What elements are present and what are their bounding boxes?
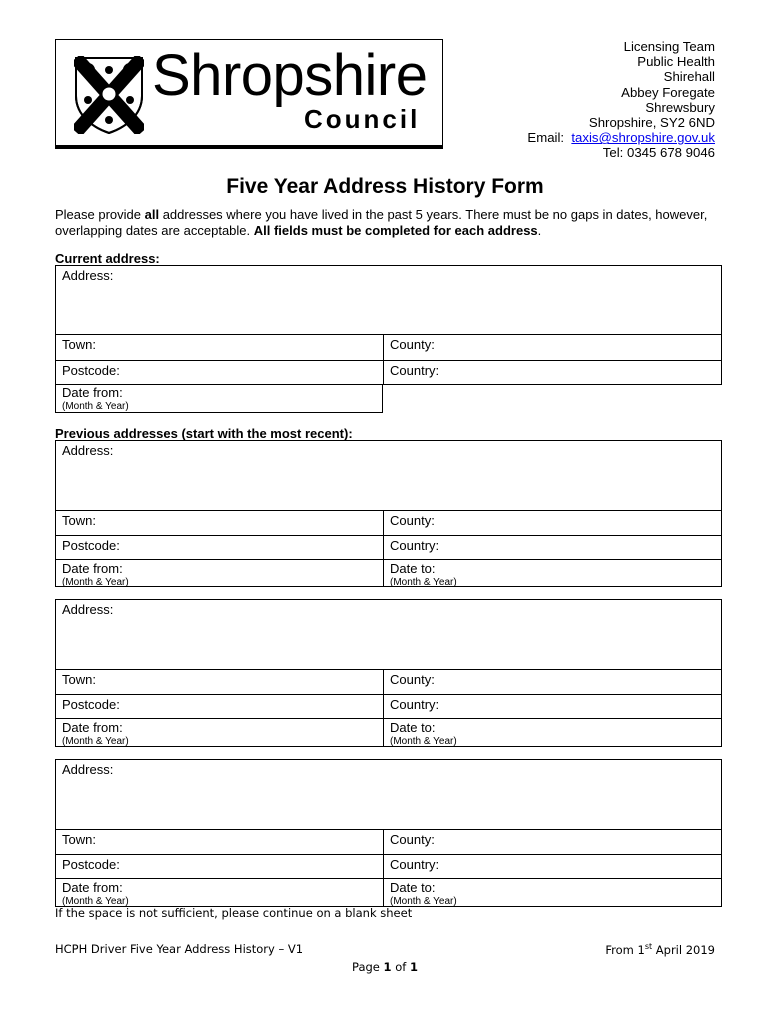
dates-row	[56, 878, 721, 907]
postcode-field[interactable]	[56, 855, 383, 878]
town-county-row	[56, 669, 721, 694]
county-field[interactable]	[383, 511, 723, 535]
page-title: Five Year Address History Form	[226, 175, 544, 198]
address-label: Address:	[62, 268, 114, 283]
country-label: Country:	[390, 857, 440, 872]
town-label: Town:	[62, 672, 96, 687]
month-year-hint: (Month & Year)	[390, 896, 457, 907]
address-label: Address:	[62, 602, 114, 617]
postcode-label: Postcode:	[62, 697, 120, 712]
date-to-field[interactable]	[383, 719, 723, 747]
postcode-label: Postcode:	[62, 363, 120, 378]
date-to-field[interactable]	[383, 879, 723, 907]
postcode-country-row	[56, 535, 721, 559]
contact-block	[527, 39, 715, 161]
previous-address-block-1	[55, 440, 722, 587]
current-details	[55, 334, 722, 385]
country-field[interactable]	[383, 695, 723, 718]
month-year-hint: (Month & Year)	[62, 401, 129, 412]
date-from-field[interactable]	[56, 560, 383, 587]
town-county-row	[56, 335, 721, 360]
intro-text	[55, 207, 725, 239]
intro-bold: All fields must be completed for each address	[253, 223, 538, 238]
previous-address-block-2	[55, 599, 722, 747]
dates-row	[56, 559, 721, 587]
shield-crest-icon	[74, 56, 144, 134]
month-year-hint: (Month & Year)	[62, 736, 129, 747]
country-label: Country:	[390, 697, 440, 712]
town-label: Town:	[62, 832, 96, 847]
date-from-cell	[56, 384, 382, 412]
contact-line: Abbey Foregate	[621, 84, 715, 100]
email-link[interactable]: taxis@shropshire.gov.uk	[571, 130, 715, 146]
county-label: County:	[390, 513, 435, 528]
postcode-field[interactable]	[56, 695, 383, 718]
page-of: of	[391, 960, 410, 974]
contact-line: Licensing Team	[623, 39, 715, 54]
contact-line: Shrewsbury	[645, 99, 715, 115]
current-date-from-field[interactable]	[55, 384, 383, 413]
address-label: Address:	[62, 762, 114, 777]
current-address-field[interactable]	[55, 265, 722, 335]
previous-address-block-3	[55, 759, 722, 907]
country-field[interactable]	[383, 536, 723, 559]
date-to-label: Date to:	[390, 880, 436, 895]
country-field[interactable]	[383, 855, 723, 878]
contact-email-line	[527, 130, 715, 145]
logo-subtitle: Council	[304, 104, 421, 134]
town-field[interactable]	[56, 335, 383, 360]
county-label: County:	[390, 672, 435, 687]
postcode-label: Postcode:	[62, 857, 120, 872]
month-year-hint: (Month & Year)	[390, 736, 457, 747]
intro-part: Please provide	[55, 207, 145, 222]
intro-part: addresses where you have lived in the past 5 years. There must be no gaps in dates, however, overlapping dates are acceptable.	[55, 207, 708, 238]
town-label: Town:	[62, 337, 96, 352]
date-from-label: Date from:	[62, 561, 123, 576]
date-to-label: Date to:	[390, 720, 436, 735]
contact-line: Public Health	[637, 54, 715, 70]
county-label: County:	[390, 337, 435, 352]
current-address-heading: Current address:	[55, 251, 160, 266]
email-label: Email:	[527, 130, 565, 146]
footer-left: HCPH Driver Five Year Address History – V1	[55, 942, 304, 956]
date-to-field[interactable]	[383, 560, 723, 587]
country-field[interactable]	[383, 361, 723, 385]
footer-date-part: April 2019	[652, 942, 715, 957]
month-year-hint: (Month & Year)	[390, 577, 457, 588]
page-label: Page	[352, 960, 384, 974]
contact-line: Shropshire, SY2 6ND	[588, 115, 715, 131]
postcode-label: Postcode:	[62, 538, 120, 553]
month-year-hint: (Month & Year)	[62, 896, 129, 907]
date-from-label: Date from:	[62, 385, 123, 400]
previous-addresses-heading: Previous addresses (start with the most recent):	[55, 426, 353, 441]
page-current: 1	[383, 960, 392, 974]
postcode-field[interactable]	[56, 361, 383, 385]
town-label: Town:	[62, 513, 96, 528]
county-field[interactable]	[383, 335, 723, 360]
address-field[interactable]	[56, 760, 721, 830]
postcode-field[interactable]	[56, 536, 383, 559]
address-field[interactable]	[56, 441, 721, 511]
town-county-row	[56, 510, 721, 535]
address-label: Address:	[62, 443, 114, 458]
date-from-label: Date from:	[62, 880, 123, 895]
intro-part: .	[537, 223, 542, 238]
town-field[interactable]	[56, 830, 383, 854]
county-label: County:	[390, 832, 435, 847]
date-from-field[interactable]	[56, 879, 383, 907]
month-year-hint: (Month & Year)	[62, 577, 129, 588]
contact-line: Shirehall	[663, 69, 715, 85]
page-number	[0, 960, 770, 974]
postcode-country-row	[56, 360, 721, 385]
date-from-label: Date from:	[62, 720, 123, 735]
footer-date-sup: st	[644, 942, 653, 951]
county-field[interactable]	[383, 670, 723, 694]
postcode-country-row	[56, 854, 721, 878]
town-field[interactable]	[56, 670, 383, 694]
country-label: Country:	[390, 363, 440, 378]
postcode-country-row	[56, 694, 721, 718]
county-field[interactable]	[383, 830, 723, 854]
address-field[interactable]	[56, 600, 721, 670]
space-note: If the space is not sufficient, please continue on a blank sheet	[55, 906, 413, 920]
footer-right	[605, 942, 715, 957]
dates-row	[56, 718, 721, 747]
date-from-field[interactable]	[56, 719, 383, 747]
town-field[interactable]	[56, 511, 383, 535]
date-to-label: Date to:	[390, 561, 436, 576]
contact-tel: Tel: 0345 678 9046	[602, 145, 715, 161]
footer-date-part: From 1	[605, 942, 645, 957]
page-total: 1	[409, 960, 418, 974]
logo-name: Shropshire	[152, 43, 428, 108]
country-label: Country:	[390, 538, 440, 553]
town-county-row	[56, 829, 721, 854]
council-logo	[55, 39, 443, 149]
intro-bold: all	[144, 207, 160, 222]
